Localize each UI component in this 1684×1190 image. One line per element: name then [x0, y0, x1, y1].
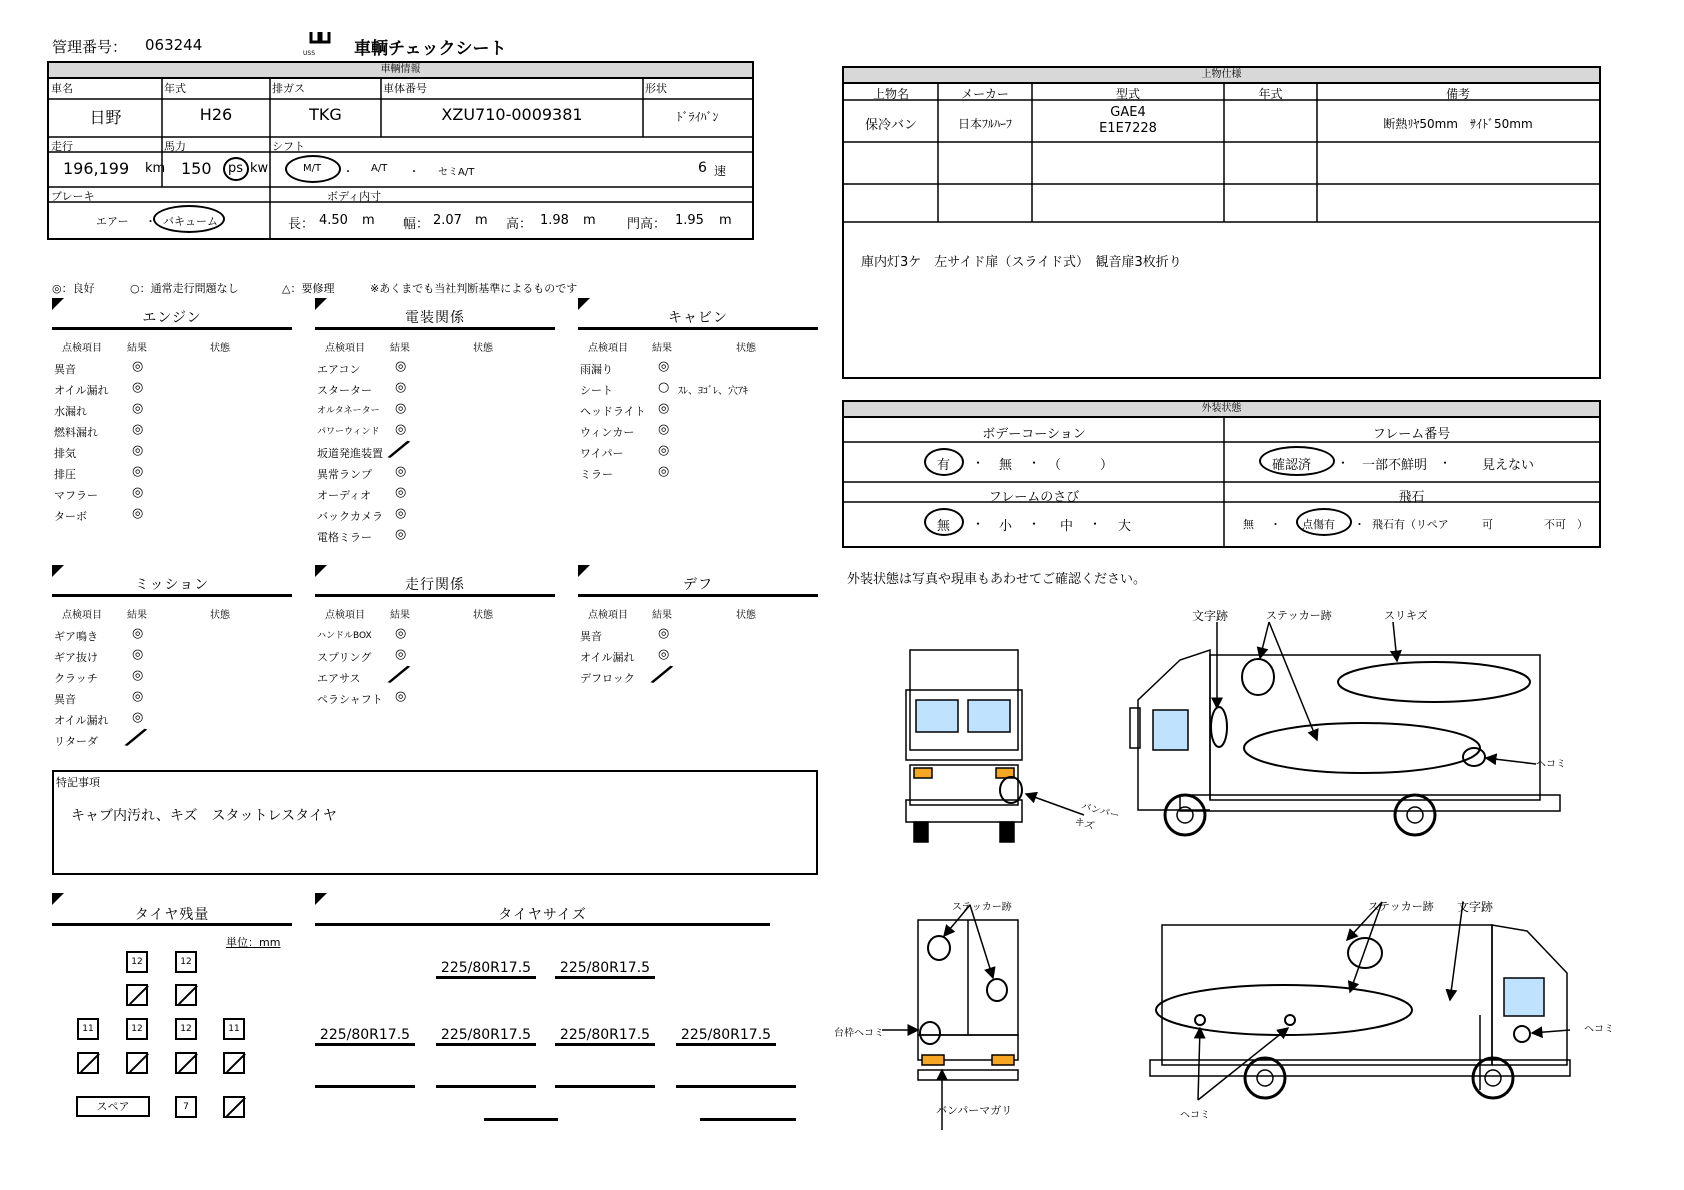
tire-depth-rear-3: 12: [175, 1018, 197, 1040]
rust-mid: 中: [1060, 519, 1074, 534]
check-result: ◎: [658, 401, 670, 416]
tire-size-blank: [700, 1118, 796, 1121]
chip-none: 無: [1243, 518, 1254, 531]
check-result: ◎: [658, 359, 670, 374]
check-item-name: エアサス: [317, 672, 361, 685]
check-item-name: 燃料漏れ: [54, 426, 98, 439]
legend-needs: △：要修理: [282, 282, 335, 295]
check-result: ◎: [132, 359, 144, 374]
check-item-name: ターボ: [54, 510, 87, 523]
check-item-name: 電格ミラー: [317, 531, 372, 544]
check-result: ◎: [132, 506, 144, 521]
col-item: 点検項目: [588, 610, 628, 621]
table-row: [52, 722, 292, 752]
check-item-name: ギア鳴き: [54, 630, 98, 643]
table-row: [52, 466, 292, 484]
upper-model-1: GAE4: [1110, 105, 1146, 120]
check-result: ◎: [658, 647, 670, 662]
legend-good: ◎：良好: [52, 282, 95, 295]
running-underline: [315, 594, 555, 597]
exterior-note: 外装状態は写真や現車もあわせてご確認ください。: [847, 572, 1147, 587]
chip-can: 可: [1482, 518, 1493, 531]
mission-title: ミッション: [134, 577, 210, 593]
tire-slash: [175, 1052, 197, 1074]
check-item-name: 異音: [580, 630, 602, 643]
check-item-name: リターダ: [54, 735, 98, 748]
col-state: 状態: [473, 610, 493, 621]
table-row: [578, 382, 818, 400]
truck-side-view-right: [1150, 925, 1570, 1098]
shape-label: 形状: [645, 82, 667, 95]
table-row: [315, 403, 555, 421]
check-item-name: オルタネーター: [317, 406, 380, 416]
check-item-name: エアコン: [317, 363, 361, 376]
check-result: ◎: [132, 443, 144, 458]
table-row: [52, 361, 292, 379]
check-result: ◎: [132, 485, 144, 500]
hp-value: 150: [181, 159, 212, 178]
tire-size-front-right: 225/80R17.5: [555, 960, 655, 979]
rust-big: 大: [1118, 519, 1132, 534]
table-row: [315, 382, 555, 400]
car-name: 日野: [89, 108, 122, 127]
rust-none: 無: [937, 519, 951, 534]
chassis-label: 車体番号: [383, 82, 427, 95]
coat-no: 無: [999, 458, 1013, 473]
check-item-name: デフロック: [580, 672, 635, 685]
check-item-name: ハンドルBOX: [317, 631, 372, 641]
truck-front-view: [906, 650, 1022, 842]
tire-size-blank: [484, 1118, 558, 1121]
label-moji: 文字跡: [1192, 609, 1229, 623]
tire-size-rear-2: 225/80R17.5: [436, 1027, 536, 1046]
hp-unit-kw: kw: [250, 161, 269, 176]
gears-unit: 速: [714, 164, 727, 178]
col-state: 状態: [473, 343, 493, 354]
check-result: ◎: [132, 668, 144, 683]
dot: ・: [1089, 517, 1102, 531]
running-title: 走行関係: [405, 577, 465, 593]
m-unit: m: [475, 213, 488, 228]
label-hekomi-right: ヘコミ: [1584, 1024, 1614, 1035]
shift-label: シフト: [272, 140, 305, 153]
table-row: [52, 691, 292, 709]
check-result: /: [648, 659, 676, 689]
tire-depth-front-left: 12: [126, 951, 148, 973]
tire-size-blank: [315, 1085, 415, 1088]
tire-slash: [175, 984, 197, 1006]
wid-value: 2.07: [433, 213, 462, 228]
check-item-name: 異音: [54, 363, 76, 376]
electric-underline: [315, 327, 555, 330]
table-row: [315, 649, 555, 667]
check-item-name: 異常ランプ: [317, 468, 372, 481]
check-result: ◎: [132, 380, 144, 395]
check-result: ◎: [395, 626, 407, 641]
check-result: ◎: [132, 464, 144, 479]
wid-label: 幅：: [403, 217, 430, 232]
company-logo: [303, 30, 345, 56]
table-row: [578, 466, 818, 484]
label-sticker-rear: ステッカー跡: [952, 902, 1012, 913]
diff-underline: [578, 594, 818, 597]
legend-ok: ○：通常走行問題なし: [130, 282, 239, 295]
frame-ok: 確認済: [1272, 458, 1312, 473]
engine-underline: [52, 327, 292, 330]
table-row: [578, 628, 818, 646]
dot: ・: [1028, 517, 1041, 531]
shape-value: ﾄﾞﾗｲﾊﾞﾝ: [676, 110, 719, 124]
mission-underline: [52, 594, 292, 597]
check-item-name: オイル漏れ: [54, 384, 109, 397]
chip-repair: 飛石有（リペア: [1372, 518, 1449, 531]
label-daiwaku: 台枠ヘコミ: [834, 1028, 884, 1039]
frame-partial: 一部不鮮明: [1362, 458, 1428, 473]
tire-size-rear-3: 225/80R17.5: [555, 1027, 655, 1046]
rust-small: 小: [999, 519, 1013, 534]
sheet-title: 車輌チェックシート: [354, 39, 507, 59]
table-row: [52, 712, 292, 730]
mileage-label: 走行: [51, 140, 73, 153]
check-result: ◎: [395, 401, 407, 416]
truck-rear-view: [918, 920, 1018, 1080]
col-item: 点検項目: [325, 610, 365, 621]
year-value: H26: [199, 105, 233, 124]
table-row: [315, 424, 555, 442]
table-row: [52, 487, 292, 505]
check-item-name: 排圧: [54, 468, 76, 481]
upper-maker: 日本ﾌﾙﾊｰﾌ: [957, 117, 1012, 131]
check-result: /: [122, 722, 150, 752]
col-state: 状態: [210, 610, 230, 621]
rust-label: フレームのさび: [988, 490, 1080, 505]
col-result: 結果: [390, 343, 410, 354]
col-result: 結果: [652, 343, 672, 354]
tire-unit: 単位：mm: [226, 936, 281, 949]
table-row: [578, 649, 818, 667]
table-row: [52, 382, 292, 400]
table-row: [578, 361, 818, 379]
col-result: 結果: [127, 343, 147, 354]
check-result: ◎: [132, 689, 144, 704]
table-row: [315, 691, 555, 709]
tire-size-title: タイヤサイズ: [498, 907, 587, 923]
check-item-name: 異音: [54, 693, 76, 706]
check-item-name: ミラー: [580, 468, 613, 481]
check-result: ◎: [395, 464, 407, 479]
col-item: 点検項目: [62, 343, 102, 354]
col-result: 結果: [390, 610, 410, 621]
label-bumper: バンパー: [1079, 801, 1121, 822]
label-sticker: ステッカー跡: [1266, 609, 1332, 622]
emission-value: TKG: [309, 105, 342, 124]
check-item-name: スターター: [317, 384, 372, 397]
check-item-name: ウィンカー: [580, 426, 635, 439]
check-result: ◎: [395, 506, 407, 521]
check-result: ◎: [395, 422, 407, 437]
check-result: ◎: [395, 380, 407, 395]
table-row: [52, 628, 292, 646]
table-row: [315, 659, 555, 689]
col-state: 状態: [210, 343, 230, 354]
check-item-name: シート: [580, 384, 613, 397]
upper-col-note: 備考: [1445, 87, 1470, 101]
dot: ・: [1439, 456, 1452, 470]
tire-slash: [77, 1052, 99, 1074]
dot: ・: [145, 215, 156, 228]
check-result: ◎: [132, 401, 144, 416]
electric-title: 電装関係: [405, 310, 465, 326]
car-name-label: 車名: [51, 82, 73, 95]
table-row: [315, 628, 555, 646]
label-moji-right: 文字跡: [1457, 900, 1494, 914]
table-row: [315, 487, 555, 505]
coat-yes: 有: [937, 458, 951, 473]
upper-col-model: 型式: [1115, 87, 1140, 101]
vehicle-info-header: 車輌情報: [49, 63, 752, 79]
chassis-value: XZU710-0009381: [441, 105, 583, 124]
special-notes-text: キャブ内汚れ、キズ スタットレスタイヤ: [71, 808, 337, 824]
tire-size-front-left: 225/80R17.5: [436, 960, 536, 979]
check-item-name: バックカメラ: [317, 510, 383, 523]
tire-remain-underline: [52, 923, 292, 926]
mgmt-number: 063244: [145, 36, 203, 54]
check-result: ◎: [658, 626, 670, 641]
tire-depth-rear-1: 11: [77, 1018, 99, 1040]
table-row: [52, 670, 292, 688]
tire-depth-front-right: 12: [175, 951, 197, 973]
emission-label: 排ガス: [272, 82, 305, 95]
check-item-name: ギア抜け: [54, 651, 98, 664]
year-label: 年式: [164, 82, 186, 95]
table-row: [52, 649, 292, 667]
len-value: 4.50: [319, 213, 348, 228]
label-suriki: スリキズ: [1384, 609, 1428, 622]
cabin-title: キャビン: [668, 310, 728, 326]
tire-size-underline: [315, 923, 770, 926]
mileage-unit: km: [145, 161, 166, 176]
col-result: 結果: [127, 610, 147, 621]
shift-semi: セミA/T: [438, 167, 475, 178]
check-item-name: 坂道発進装置: [317, 447, 383, 460]
table-row: [315, 434, 555, 464]
brake-air: エアー: [96, 215, 129, 228]
dot: ・: [409, 167, 419, 178]
hgt-label: 高：: [506, 217, 533, 232]
check-item-name: パワーウィンド: [317, 427, 380, 437]
dot: ・: [1354, 518, 1365, 531]
coat-label: ボデーコーション: [982, 427, 1086, 442]
door-value: 1.95: [675, 213, 704, 228]
cabin-underline: [578, 327, 818, 330]
check-item-name: オイル漏れ: [54, 714, 109, 727]
truck-side-view-left: [1130, 650, 1560, 835]
label-sticker-right: ステッカー跡: [1368, 900, 1434, 913]
label-kizu: キズ: [1073, 816, 1096, 833]
legend-note: ※あくまでも当社判断基準によるものです: [370, 282, 578, 295]
check-result: ◎: [658, 464, 670, 479]
brake-label: ブレーキ: [51, 190, 95, 203]
hp-unit-ps: ps: [228, 161, 244, 176]
svg-text:USS: USS: [303, 50, 316, 56]
check-result: ◎: [658, 422, 670, 437]
tire-depth-spare: 7: [175, 1096, 197, 1118]
col-item: 点検項目: [62, 610, 102, 621]
gears-value: 6: [698, 160, 707, 176]
check-result: ◎: [395, 527, 407, 542]
chip-cannot: 不可 ）: [1544, 518, 1588, 531]
table-row: [52, 424, 292, 442]
body-size-label: ボディ内寸: [327, 190, 382, 203]
check-item-name: オイル漏れ: [580, 651, 635, 664]
tire-size-blank: [555, 1085, 655, 1088]
check-result: ◎: [395, 689, 407, 704]
table-row: [315, 508, 555, 526]
tire-depth-rear-4: 11: [223, 1018, 245, 1040]
check-result: /: [385, 434, 413, 464]
upper-note: 断熱ﾘﾔ50mm ｻｲﾄﾞ50mm: [1383, 117, 1533, 131]
check-result: ◎: [658, 443, 670, 458]
tire-size-blank: [436, 1085, 536, 1088]
check-result: /: [385, 659, 413, 689]
exterior-header: 外装状態: [844, 402, 1599, 418]
m-unit: m: [719, 213, 732, 228]
special-notes-label: 特記事項: [56, 776, 100, 789]
upper-model-2: E1E7228: [1099, 121, 1157, 136]
m-unit: m: [362, 213, 375, 228]
tire-slash: [126, 984, 148, 1006]
door-label: 門高：: [627, 217, 667, 232]
chip-point: 点傷有: [1302, 518, 1335, 531]
brake-vacuum: バキューム: [163, 215, 218, 228]
upper-col-name: 上物名: [872, 87, 909, 101]
dot: ・: [972, 517, 985, 531]
mileage-value: 196,199: [63, 159, 130, 178]
dot: ・: [1028, 456, 1041, 470]
check-item-name: 排気: [54, 447, 76, 460]
upper-structure-header: 上物仕様: [844, 68, 1599, 84]
diff-title: デフ: [683, 577, 713, 593]
check-result: ○: [658, 380, 670, 395]
check-result: ◎: [132, 422, 144, 437]
table-row: [315, 466, 555, 484]
hgt-value: 1.98: [540, 213, 569, 228]
tire-depth-rear-2: 12: [126, 1018, 148, 1040]
check-result: ◎: [395, 647, 407, 662]
m-unit: m: [583, 213, 596, 228]
upper-name: 保冷バン: [864, 118, 917, 133]
table-row: [578, 445, 818, 463]
col-state: 状態: [736, 343, 756, 354]
col-item: 点検項目: [325, 343, 365, 354]
tire-slash: [223, 1096, 245, 1118]
check-item-name: ワイパー: [580, 447, 624, 460]
shift-mt: M/T: [303, 163, 322, 174]
chip-label: 飛石: [1398, 490, 1425, 505]
vehicle-info-box: [47, 61, 754, 240]
col-item: 点検項目: [588, 343, 628, 354]
check-item-name: ペラシャフト: [317, 693, 383, 706]
exterior-box: [842, 400, 1601, 548]
table-row: [52, 508, 292, 526]
label-hekomi-bottom: ヘコミ: [1180, 1110, 1210, 1121]
check-state: ｽﾚ、ﾖｺﾞﾚ、穴ｱｷ: [678, 386, 748, 397]
tire-slash: [223, 1052, 245, 1074]
table-row: [578, 403, 818, 421]
check-item-name: オーディオ: [317, 489, 372, 502]
table-row: [578, 424, 818, 442]
check-item-name: ヘッドライト: [580, 405, 646, 418]
tire-size-rear-1: 225/80R17.5: [315, 1027, 415, 1046]
table-row: [315, 529, 555, 547]
check-result: ◎: [395, 485, 407, 500]
check-item-name: 雨漏り: [580, 363, 613, 376]
upper-remarks: 庫内灯3ケ 左サイド扉（スライド式） 観音扉3枚折り: [861, 255, 1182, 270]
shift-at: A/T: [371, 163, 388, 174]
spare-label: スペア: [76, 1096, 150, 1117]
col-result: 結果: [652, 610, 672, 621]
dot: ・: [343, 167, 353, 178]
table-row: [315, 361, 555, 379]
upper-col-year: 年式: [1258, 87, 1283, 101]
check-item-name: 水漏れ: [54, 405, 87, 418]
frame-none: 見えない: [1482, 458, 1535, 473]
tire-size-rear-4: 225/80R17.5: [676, 1027, 776, 1046]
tire-remain-title: タイヤ残量: [134, 907, 210, 923]
coat-paren: （ ）: [1048, 458, 1114, 473]
upper-col-maker: メーカー: [961, 87, 1009, 101]
check-result: ◎: [132, 647, 144, 662]
frame-no-label: フレーム番号: [1372, 427, 1451, 442]
table-row: [52, 445, 292, 463]
upper-structure-box: [842, 66, 1601, 379]
tire-slash: [126, 1052, 148, 1074]
label-bumper-magari: バンパーマガリ: [936, 1104, 1013, 1117]
check-result: ◎: [132, 626, 144, 641]
tire-size-blank: [676, 1085, 796, 1088]
label-hekomi: ヘコミ: [1536, 759, 1566, 770]
check-result: ◎: [132, 710, 144, 725]
table-row: [52, 403, 292, 421]
special-notes-box: [52, 770, 818, 875]
check-result: ◎: [395, 359, 407, 374]
check-item-name: マフラー: [54, 489, 98, 502]
check-item-name: クラッチ: [54, 672, 98, 685]
col-state: 状態: [736, 610, 756, 621]
engine-title: エンジン: [142, 310, 202, 326]
hp-label: 馬力: [164, 140, 186, 153]
check-item-name: スプリング: [317, 651, 372, 664]
dot: ・: [1270, 518, 1281, 531]
mgmt-label: 管理番号：: [52, 38, 128, 56]
dot: ・: [972, 456, 985, 470]
len-label: 長：: [288, 217, 315, 232]
table-row: [578, 659, 818, 689]
dot: ・: [1337, 456, 1350, 470]
